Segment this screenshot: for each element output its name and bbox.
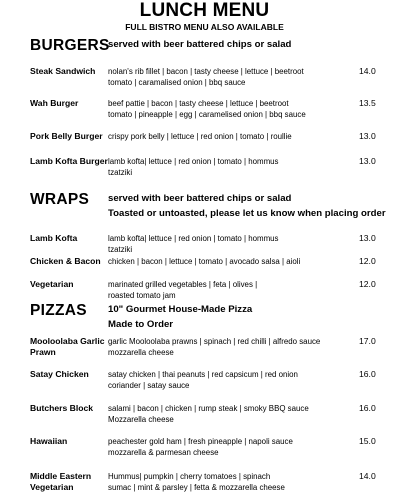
- item-description: salami | bacon | chicken | rump steak | smoky BBQ sauce Mozzarella cheese: [108, 404, 309, 424]
- section-note-burgers: served with beer battered chips or salad: [108, 39, 292, 50]
- item-price: 14.0: [359, 471, 376, 481]
- section-title-burgers: BURGERS: [30, 37, 110, 54]
- item-description: garlic Mooloolaba prawns | spinach | red chilli | alfredo sauce mozzarella cheese: [108, 337, 321, 357]
- item-price: 16.0: [359, 369, 376, 379]
- section-title-wraps: WRAPS: [30, 191, 90, 208]
- item-description: nolan's rib fillet | bacon | tasty cheese | lettuce | beetroot tomato | caramalised onion | bbq sauce: [108, 67, 304, 87]
- item-price: 13.0: [359, 156, 376, 166]
- menu-subtitle: FULL BISTRO MENU ALSO AVAILABLE: [125, 22, 284, 32]
- item-description: satay chicken | thai peanuts | red capsicum | red onion coriander | satay sauce: [108, 370, 298, 390]
- menu-title: LUNCH MENU: [139, 0, 270, 21]
- item-price: 12.0: [359, 279, 376, 289]
- item-name: Lamb Kofta: [30, 233, 78, 243]
- item-name: Chicken & Bacon: [30, 256, 101, 266]
- section-note-pizzas-order: Made to Order: [108, 319, 174, 330]
- item-price: 13.0: [359, 131, 376, 141]
- item-description: lamb kofta| lettuce | red onion | tomato | hommus tzatziki: [108, 157, 279, 177]
- item-name: Hawaiian: [30, 436, 68, 446]
- section-note-pizzas: 10" Gourmet House-Made Pizza: [108, 304, 253, 315]
- item-name: Lamb Kofta Burger: [30, 156, 108, 166]
- item-description: chicken | bacon | lettuce | tomato | avocado salsa | aioli: [108, 257, 301, 266]
- item-name: Wah Burger: [30, 98, 79, 108]
- item-price: 15.0: [359, 436, 376, 446]
- item-description: marinated grilled vegetables | feta | olives | roasted tomato jam: [108, 280, 258, 300]
- item-description: crispy pork belly | lettuce | red onion | tomato | roullie: [108, 132, 292, 141]
- item-price: 14.0: [359, 66, 376, 76]
- item-description: lamb kofta| lettuce | red onion | tomato | hommus tzatziki: [108, 234, 279, 254]
- section-note-wraps: served with beer battered chips or salad: [108, 193, 292, 204]
- item-description: beef pattie | bacon | tasty cheese | lettuce | beetroot tomato | pineapple | egg | caramelised onion | bbq sauce: [108, 99, 306, 119]
- item-price: 13.0: [359, 233, 376, 243]
- item-description: peachester gold ham | fresh pineapple | napoli sauce mozzarella & parmesan cheese: [108, 437, 293, 457]
- item-name: Mooloolaba Garlic Prawn: [30, 336, 105, 357]
- item-price: 12.0: [359, 256, 376, 266]
- item-name: Vegetarian: [30, 279, 74, 289]
- section-title-pizzas: PIZZAS: [30, 302, 87, 319]
- item-description: Hummus| pumpkin | cherry tomatoes | spinach sumac | mint & parsley | fetta & mozzarella cheese: [108, 472, 285, 492]
- item-price: 13.5: [359, 98, 376, 108]
- item-name: Middle Eastern Vegetarian: [30, 471, 92, 492]
- item-name: Pork Belly Burger: [30, 131, 103, 141]
- item-price: 16.0: [359, 403, 376, 413]
- item-price: 17.0: [359, 336, 376, 346]
- item-name: Satay Chicken: [30, 369, 89, 379]
- section-note-wraps-order: Toasted or untoasted, please let us know when placing order: [108, 208, 386, 219]
- item-name: Butchers Block: [30, 403, 94, 413]
- item-name: Steak Sandwich: [30, 66, 96, 76]
